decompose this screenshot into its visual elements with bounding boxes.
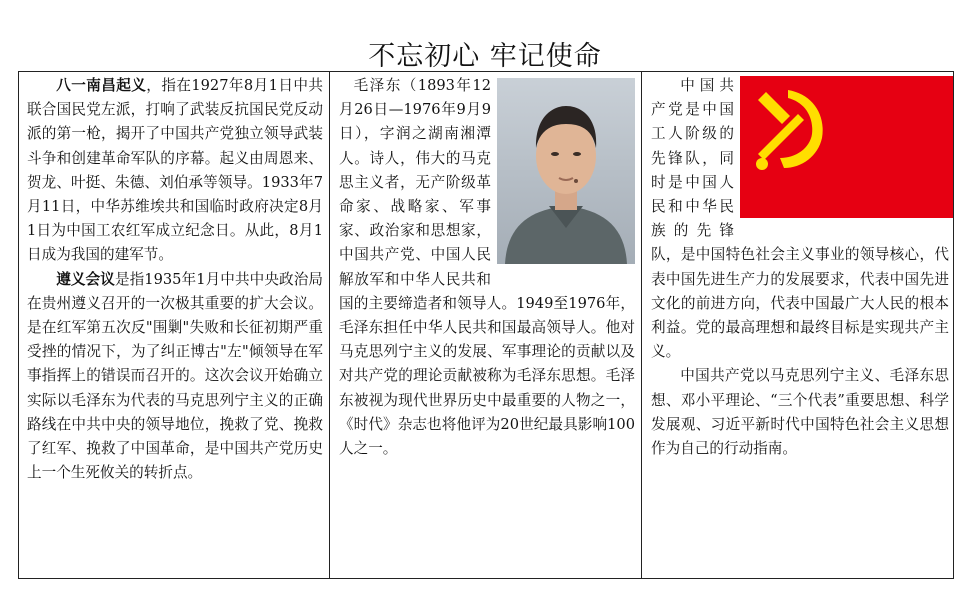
party-guiding-thought-text: 中国共产党以马克思列宁主义、毛泽东思想、邓小平理论、“三个代表”重要思想、科学发展观、习近平新时代中国特色社会主义思想作为自己的行动指南。 <box>651 367 949 458</box>
zunyi-meeting-paragraph <box>27 268 323 486</box>
nanchang-uprising-heading: 八一南昌起义 <box>56 77 147 94</box>
content-table <box>18 71 954 579</box>
nanchang-uprising-paragraph <box>27 74 323 268</box>
column-biography <box>330 72 642 578</box>
mao-biography-text: 毛泽东（1893年12月26日—1976年9月9日），字润之湖南湘潭人。诗人，伟大的马克思主义者，无产阶级革命家、战略家、军事家、政治家和思想家，中国共产党、中国人民解放军和中华人民共和国的主要缔造者和领导人。1949至1976年，毛泽东担任中华人民共和国最高领导人。他对马克思列宁主义的发展、军事理论的贡献以及对共产党的理论贡献被称为毛泽东思想。毛泽东被视为现代世界历史中最重要的人物之一，《时代》杂志也将他评为20世纪最具影响100人之一。 <box>339 77 635 458</box>
page-title: 不忘初心 牢记使命 <box>368 41 602 72</box>
zunyi-meeting-heading: 遵义会议 <box>56 270 115 288</box>
party-description-text: 中国共产党是中国工人阶级的先锋队，同时是中国人民和中华民族的先锋队，是中国特色社会主义事业的领导核心，代表中国先进生产力的发展要求，代表中国先进文化的前进方向，代表中国最广大人民的根本利益。党的最高理想和最终目标是实现共产主义。 <box>651 77 949 361</box>
party-flag-icon <box>740 76 953 218</box>
portrait-image <box>497 78 635 264</box>
nanchang-uprising-text: ，指在1927年8月1日中共联合国民党左派，打响了武装反抗国民党反动派的第一枪，揭开了中国共产党独立领导武装斗争和创建革命军队的序幕。起义由周恩来、贺龙、叶挺、朱德、刘伯承等领导。1933年7月11日，中华苏维埃共和国临时政府决定8月1日为中国工农红军成立纪念日。从此，8月1日成为我国的建军节。 <box>27 77 323 264</box>
column-party <box>642 72 953 578</box>
column-history <box>19 72 330 578</box>
zunyi-meeting-text: 是指1935年1月中共中央政治局在贵州遵义召开的一次极其重要的扩大会议。是在红军第五次反"围剿"失败和长征初期严重受挫的情况下，为了纠正博古"左"倾领导在军事指挥上的错误而召开的。这次会议开始确立实际以毛泽东为代表的马克思列宁主义的正确路线在中共中央的领导地位，挽救了党、挽救了红军、挽救了中国革命，是中国共产党历史上一个生死攸关的转折点。 <box>27 270 323 482</box>
